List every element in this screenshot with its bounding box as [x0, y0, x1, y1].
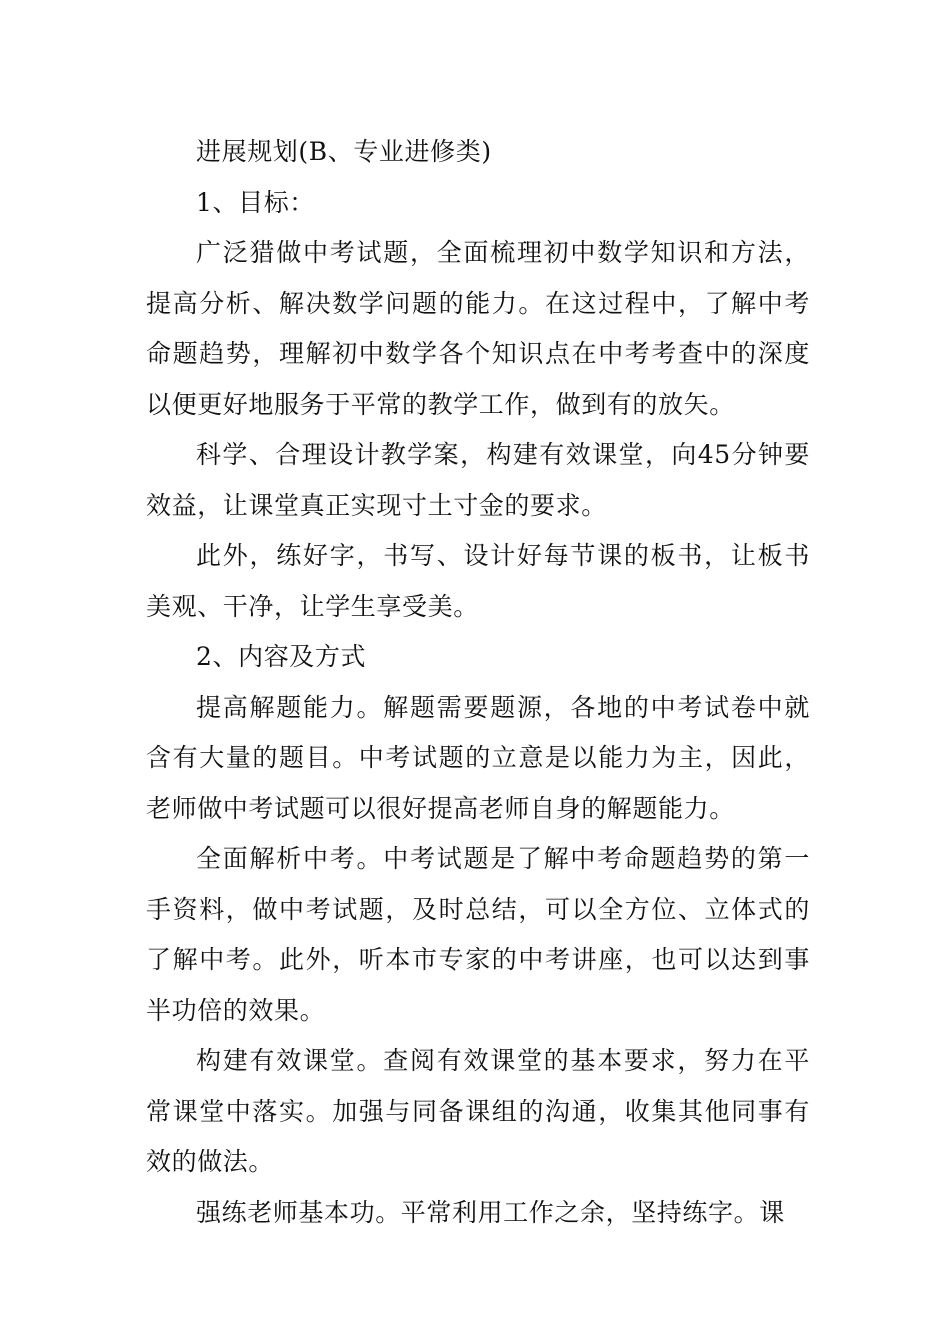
paragraph-effective-classroom: 构建有效课堂。查阅有效课堂的基本要求，努力在平常课堂中落实。加强与同备课组的沟通，收集其他同事有效的做法。 [146, 1046, 810, 1176]
section-heading-content-methods: 2、内容及方式 [196, 642, 367, 671]
paragraph-goal-lesson-design: 科学、合理设计教学案，构建有效课堂，向45分钟要效益，让课堂真正实现寸土寸金的要求。 [146, 440, 810, 520]
paragraph-goal-exam-practice: 广泛猎做中考试题，全面梳理初中数学知识和方法，提高分析、解决数学问题的能力。在这过程中，了解中考命题趋势，理解初中数学各个知识点在中考考查中的深度以便更好地服务于平常的教学工作，做到有的放矢。 [146, 238, 810, 419]
paragraph-teacher-skills: 强练老师基本功。平常利用工作之余，坚持练字。课 [196, 1197, 785, 1227]
section-heading-goals: 1、目标： [196, 187, 315, 217]
heading-plan-title: 进展规划(B、专业进修类) [196, 137, 492, 166]
paragraph-goal-handwriting: 此外，练好字，书写、设计好每节课的板书，让板书美观、干净，让学生享受美。 [146, 541, 810, 621]
document-body [146, 127, 810, 1238]
paragraph-solving-ability: 提高解题能力。解题需要题源，各地的中考试卷中就含有大量的题目。中考试题的立意是以能力为主，因此，老师做中考试题可以很好提高老师自身的解题能力。 [146, 692, 810, 823]
paragraph-exam-analysis: 全面解析中考。中考试题是了解中考命题趋势的第一手资料，做中考试题，及时总结，可以全方位、立体式的了解中考。此外，听本市专家的中考讲座，也可以达到事半功倍的效果。 [146, 844, 810, 1025]
